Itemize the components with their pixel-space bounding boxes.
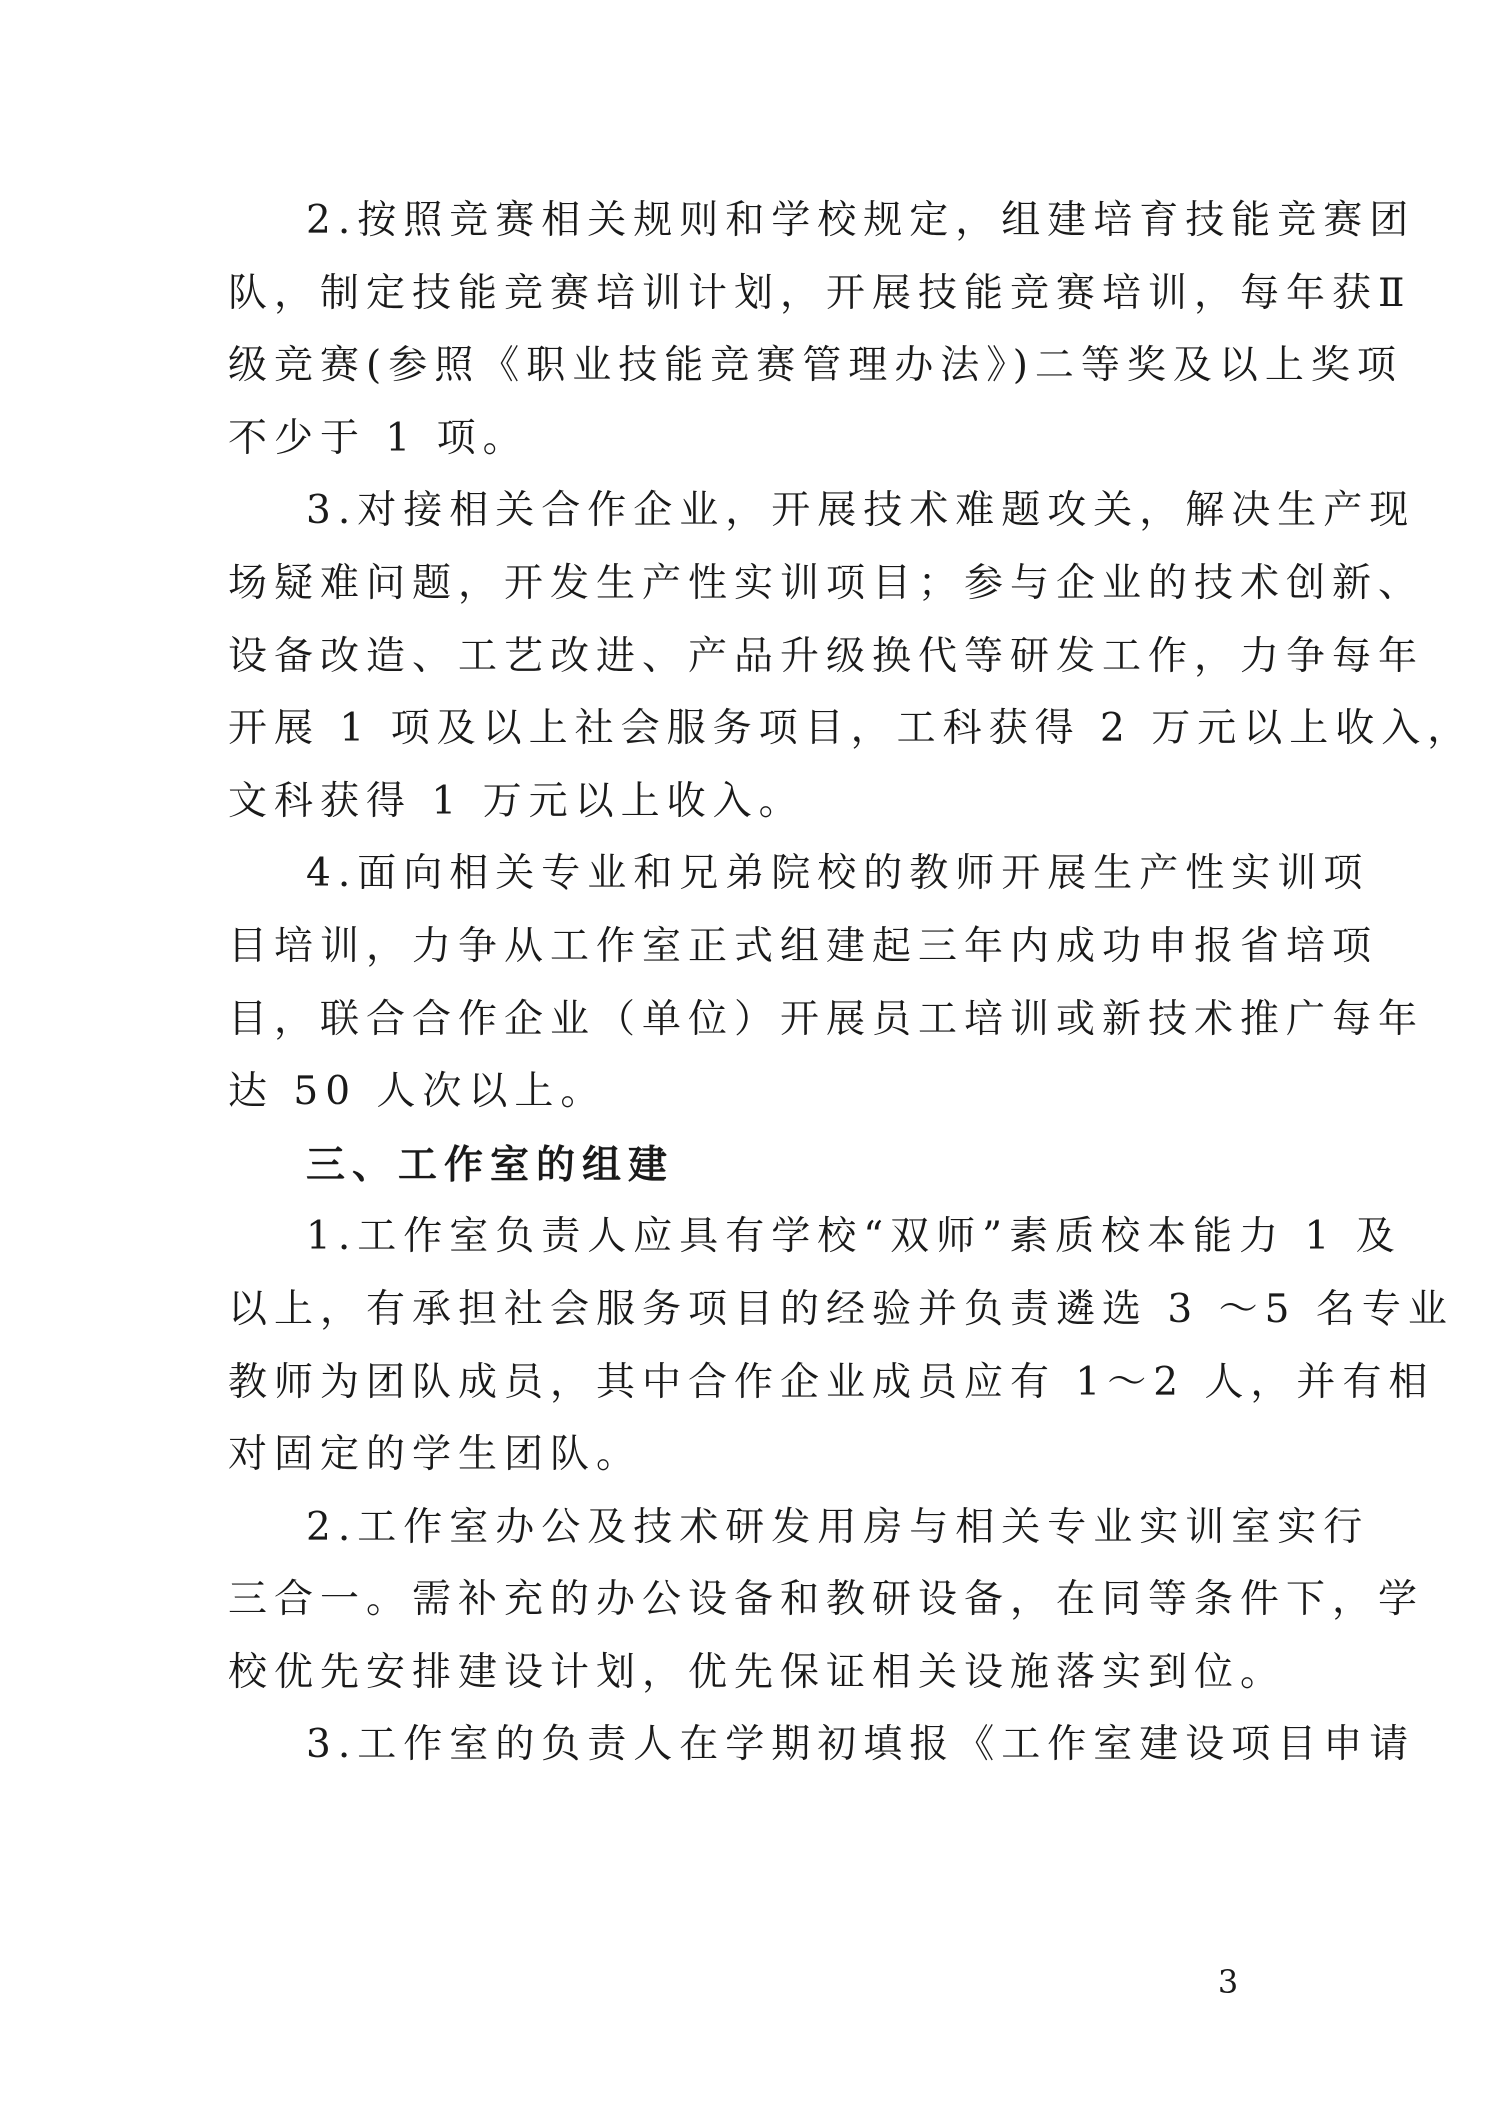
- page-number: 3: [1217, 1963, 1239, 2001]
- text-line: 对固定的学生团队。: [228, 1432, 643, 1478]
- paragraph-studio-leader: [228, 1201, 1454, 1491]
- text-line: 开展 1 项及以上社会服务项目，工科获得 2 万元以上收入，: [228, 706, 1474, 752]
- text-line: 2.按照竞赛相关规则和学校规定，组建培育技能竞赛团: [306, 198, 1416, 243]
- text-line: 目，联合合作企业（单位）开展员工培训或新技术推广每年: [228, 996, 1425, 1042]
- text-line: 教师为团队成员，其中合作企业成员应有 1～2 人，并有相: [228, 1359, 1435, 1405]
- text-line: 队，制定技能竞赛培训计划，开展技能竞赛培训，每年获Ⅱ: [228, 270, 1412, 316]
- text-line: 不少于 1 项。: [228, 415, 529, 461]
- text-line: 3.对接相关合作企业，开展技术难题攻关，解决生产现: [306, 488, 1416, 534]
- text-line: 文科获得 1 万元以上收入。: [228, 778, 805, 824]
- section-heading: 三、工作室的组建: [306, 1141, 675, 1188]
- paragraph-competition-team: [228, 185, 1416, 475]
- paragraph-studio-application: [228, 1709, 1416, 1782]
- text-line: 1.工作室负责人应具有学校“双师”素质校本能力 1 及: [306, 1214, 1402, 1260]
- text-line: 场疑难问题，开发生产性实训项目；参与企业的技术创新、: [228, 560, 1425, 606]
- text-line: 2.工作室办公及技术研发用房与相关专业实训室实行: [306, 1504, 1370, 1550]
- text-line: 设备改造、工艺改进、产品升级换代等研发工作，力争每年: [228, 633, 1425, 679]
- text-line: 校优先安排建设计划，优先保证相关设施落实到位。: [228, 1649, 1287, 1695]
- paragraph-studio-facilities: [228, 1492, 1425, 1710]
- text-line: 3.工作室的负责人在学期初填报《工作室建设项目申请: [306, 1722, 1416, 1768]
- text-line: 三合一。需补充的办公设备和教研设备，在同等条件下，学: [228, 1577, 1425, 1623]
- paragraph-enterprise-cooperation: [228, 475, 1474, 838]
- paragraph-teacher-training: [228, 838, 1425, 1128]
- text-line: 以上，有承担社会服务项目的经验并负责遴选 3 ～5 名专业: [228, 1286, 1454, 1332]
- text-line: 级竞赛(参照《职业技能竞赛管理办法》)二等奖及以上奖项: [228, 343, 1403, 389]
- document-body: [228, 185, 1474, 1782]
- text-line: 达 50 人次以上。: [228, 1069, 607, 1115]
- text-line: 4.面向相关专业和兄弟院校的教师开展生产性实训项: [306, 851, 1370, 897]
- text-line: 目培训，力争从工作室正式组建起三年内成功申报省培项: [228, 923, 1379, 969]
